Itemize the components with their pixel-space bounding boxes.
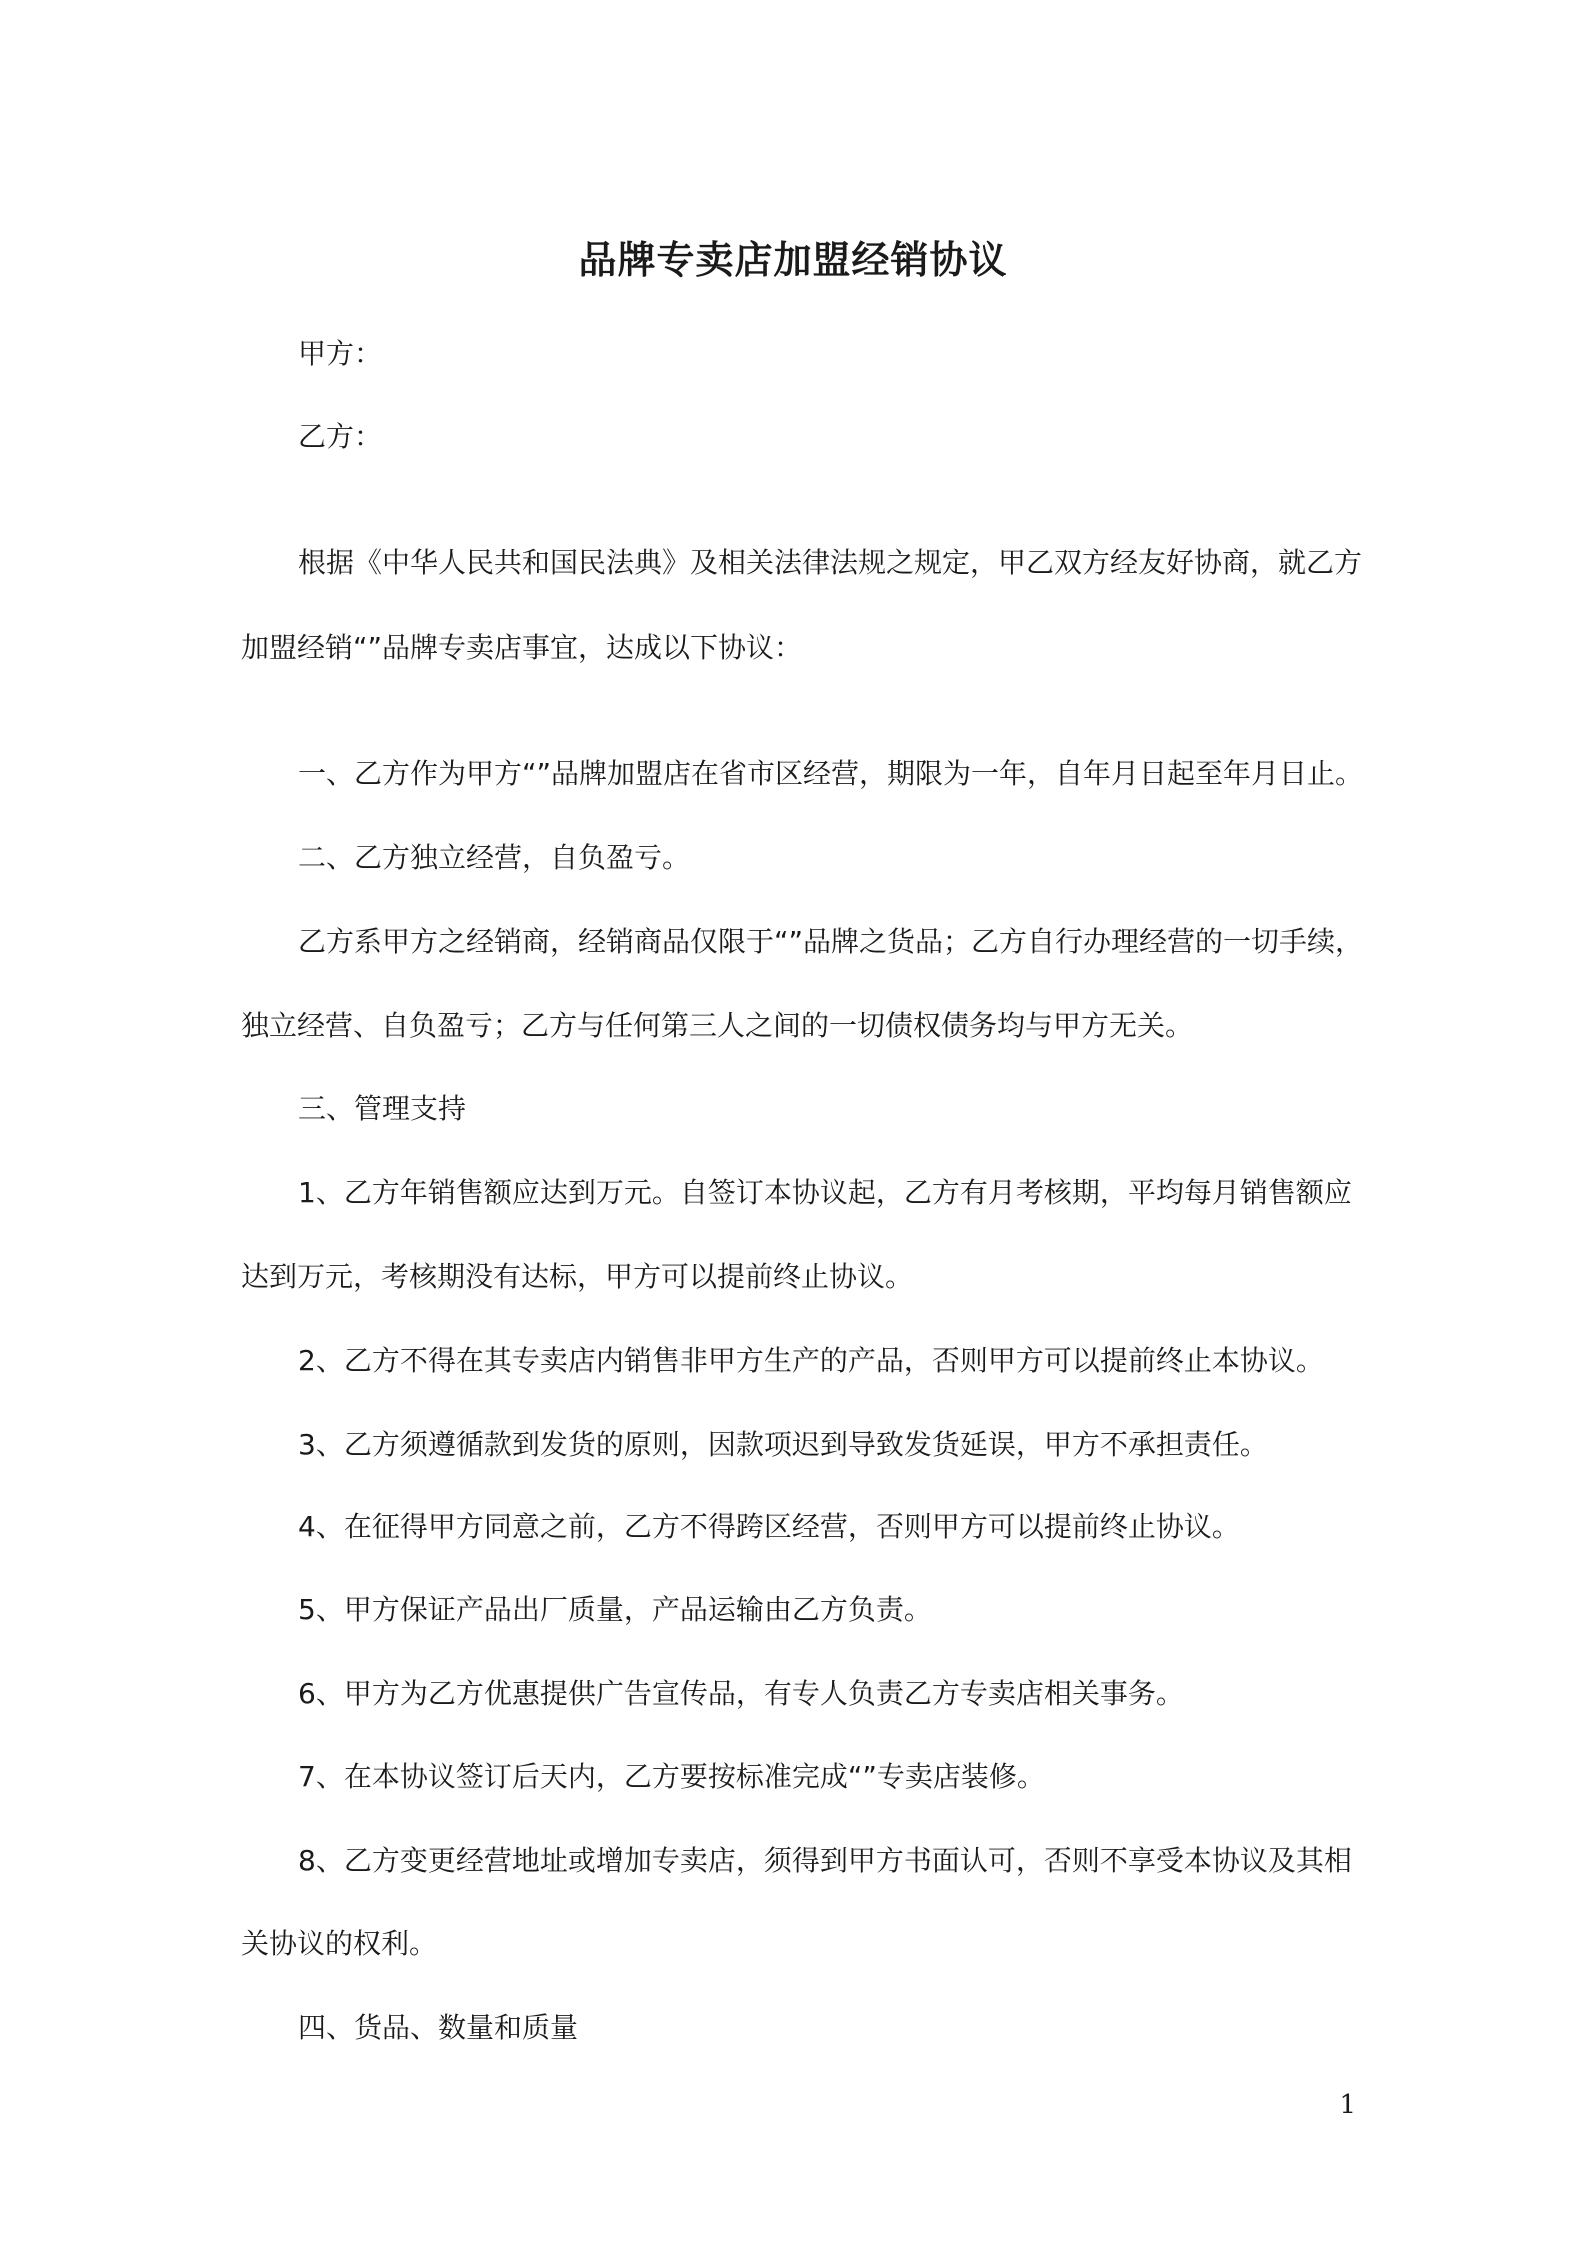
section-3-item-1-line-2: 达到万元，考核期没有达标，甲方可以提前终止协议。 <box>241 1260 914 1293</box>
section-3-heading: 三、管理支持 <box>298 1092 467 1125</box>
section-3-item-5: 5、甲方保证产品出厂质量，产品运输由乙方负责。 <box>298 1593 932 1626</box>
party-a-label: 甲方： <box>298 337 383 370</box>
section-3-item-1-line-1: 1、乙方年销售额应达到万元。自签订本协议起，乙方有月考核期，平均每月销售额应 <box>298 1176 1352 1209</box>
page-number: 1 <box>1339 2090 1356 2120</box>
section-3-item-3: 3、乙方须遵循款到发货的原则，因款项迟到导致发货延误，甲方不承担责任。 <box>298 1428 1268 1461</box>
section-4-heading: 四、货品、数量和质量 <box>298 2011 579 2044</box>
document-title: 品牌专卖店加盟经销协议 <box>578 238 1008 282</box>
section-3-item-6: 6、甲方为乙方优惠提供广告宣传品，有专人负责乙方专卖店相关事务。 <box>298 1677 1184 1710</box>
section-3-item-8-line-1: 8、乙方变更经营地址或增加专卖店，须得到甲方书面认可，否则不享受本协议及其相 <box>298 1844 1352 1877</box>
section-2-heading: 二、乙方独立经营，自负盈亏。 <box>298 841 691 874</box>
section-2-body-line-1: 乙方系甲方之经销商，经销商品仅限于“”品牌之货品；乙方自行办理经营的一切手续， <box>298 925 1364 958</box>
section-1-text: 一、乙方作为甲方“”品牌加盟店在省市区经营，期限为一年，自年月日起至年月日止。 <box>298 757 1364 790</box>
section-2-body-line-2: 独立经营、自负盈亏；乙方与任何第三人之间的一切债权债务均与甲方无关。 <box>241 1009 1194 1042</box>
section-3-item-7: 7、在本协议签订后天内，乙方要按标准完成“”专卖店装修。 <box>298 1760 1045 1793</box>
section-3-item-8-line-2: 关协议的权利。 <box>241 1927 438 1960</box>
party-b-label: 乙方： <box>298 420 383 453</box>
section-3-item-2: 2、乙方不得在其专卖店内销售非甲方生产的产品，否则甲方可以提前终止本协议。 <box>298 1344 1324 1377</box>
preamble-line-1: 根据《中华人民共和国民法典》及相关法律法规之规定，甲乙双方经友好协商，就乙方 <box>298 546 1363 579</box>
section-3-item-4: 4、在征得甲方同意之前，乙方不得跨区经营，否则甲方可以提前终止协议。 <box>298 1510 1240 1543</box>
preamble-line-2: 加盟经销“”品牌专卖店事宜，达成以下协议： <box>241 631 803 664</box>
